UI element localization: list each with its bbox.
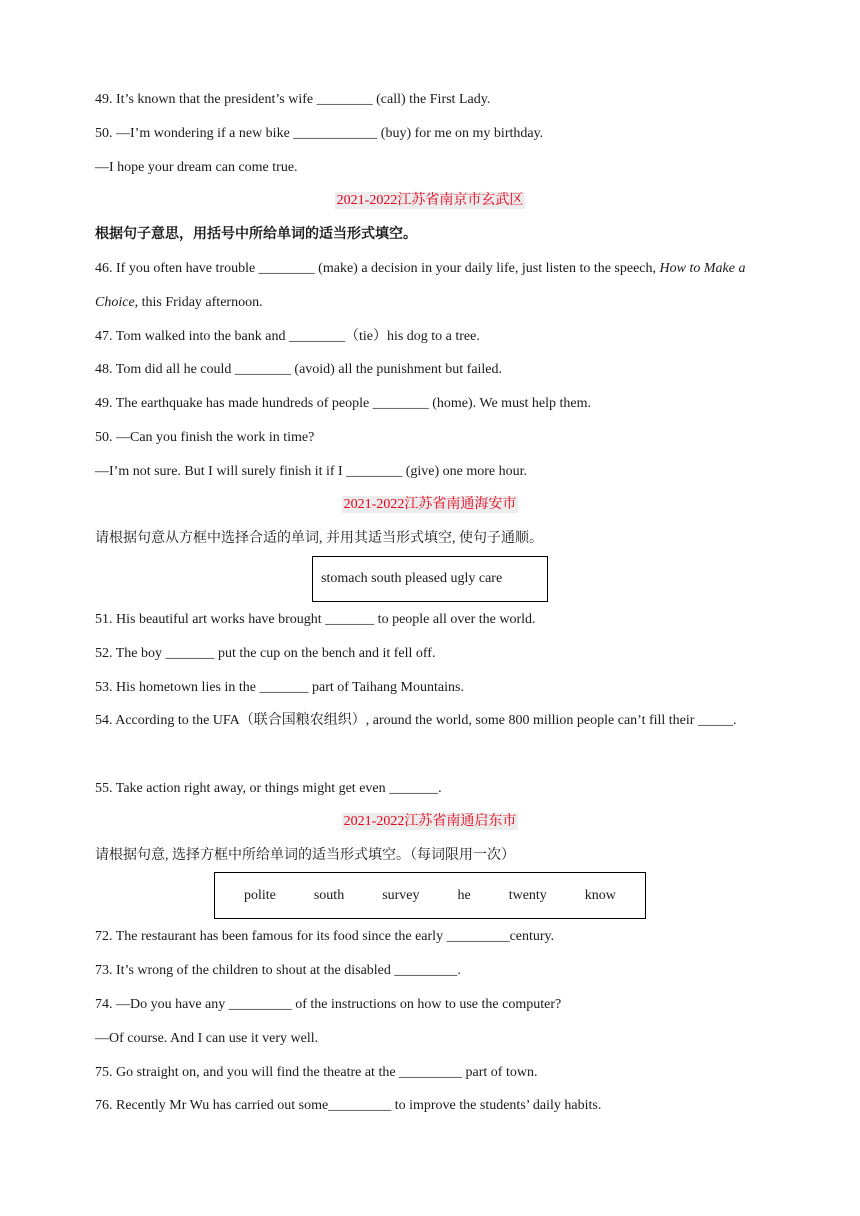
section-heading-haian: 2021-2022江苏省南通海安市 bbox=[343, 497, 517, 512]
question-75: 75. Go straight on, and you will find the theatre at the _________ part of town. bbox=[95, 1065, 538, 1080]
word-box-haian bbox=[312, 556, 548, 602]
question-49: 49. The earthquake has made hundreds of people ________ (home). We must help them. bbox=[95, 396, 592, 411]
question-46: 46. If you often have trouble ________ (make) a decision in your daily life, just listen to the speech, How to Make a Choice, this Friday afternoon. bbox=[95, 261, 746, 310]
section-heading-xuanwu: 2021-2022江苏省南京市玄武区 bbox=[336, 193, 524, 208]
question-51: 51. His beautiful art works have brought _______ to people all over the world. bbox=[95, 612, 536, 627]
question-48: 48. Tom did all he could ________ (avoid) all the punishment but failed. bbox=[95, 362, 503, 377]
word-south: south bbox=[313, 887, 345, 903]
question-73: 73. It’s wrong of the children to shout at the disabled _________. bbox=[95, 963, 461, 978]
question-49-prev: 49. It’s known that the president’s wife ________ (call) the First Lady. bbox=[95, 92, 491, 107]
section-heading-qidong: 2021-2022江苏省南通启东市 bbox=[343, 814, 517, 829]
question-50: 50. —Can you finish the work in time? bbox=[95, 430, 315, 445]
word-box-qidong bbox=[214, 872, 646, 919]
word-twenty: twenty bbox=[508, 887, 547, 903]
question-52: 52. The boy _______ put the cup on the bench and it fell off. bbox=[95, 646, 436, 661]
question-74: 74. —Do you have any _________ of the instructions on how to use the computer? bbox=[95, 997, 562, 1012]
question-76: 76. Recently Mr Wu has carried out some_________ to improve the students’ daily habits. bbox=[95, 1098, 602, 1113]
question-74-reply: —Of course. And I can use it very well. bbox=[95, 1031, 319, 1046]
question-50-prev: 50. —I’m wondering if a new bike ____________ (buy) for me on my birthday. bbox=[95, 126, 544, 141]
question-54: 54. According to the UFA（联合国粮农组织）, around the world, some 800 million people can’t fill their _____. bbox=[95, 713, 737, 728]
instruction-qidong: 请根据句意, 选择方框中所给单词的适当形式填空。（每词限用一次） bbox=[95, 848, 515, 863]
question-50-prev-reply: —I hope your dream can come true. bbox=[95, 160, 298, 175]
word-survey: survey bbox=[382, 887, 420, 903]
question-55: 55. Take action right away, or things might get even _______. bbox=[95, 781, 442, 796]
word-polite: polite bbox=[243, 887, 276, 903]
question-72: 72. The restaurant has been famous for its food since the early _________century. bbox=[95, 929, 555, 944]
instruction-haian: 请根据句意从方框中选择合适的单词, 并用其适当形式填空, 使句子通顺。 bbox=[95, 531, 543, 546]
word-know: know bbox=[584, 887, 616, 903]
question-50-reply: —I’m not sure. But I will surely finish it if I ________ (give) one more hour. bbox=[95, 464, 527, 479]
question-53: 53. His hometown lies in the _______ part of Taihang Mountains. bbox=[95, 680, 464, 695]
instruction-xuanwu: 根据句子意思，用括号中所给单词的适当形式填空。 bbox=[95, 227, 417, 242]
word-box-words: stomach south pleased ugly care bbox=[321, 571, 503, 586]
word-he: he bbox=[457, 887, 471, 903]
question-47: 47. Tom walked into the bank and ________（tie）his dog to a tree. bbox=[95, 329, 480, 344]
